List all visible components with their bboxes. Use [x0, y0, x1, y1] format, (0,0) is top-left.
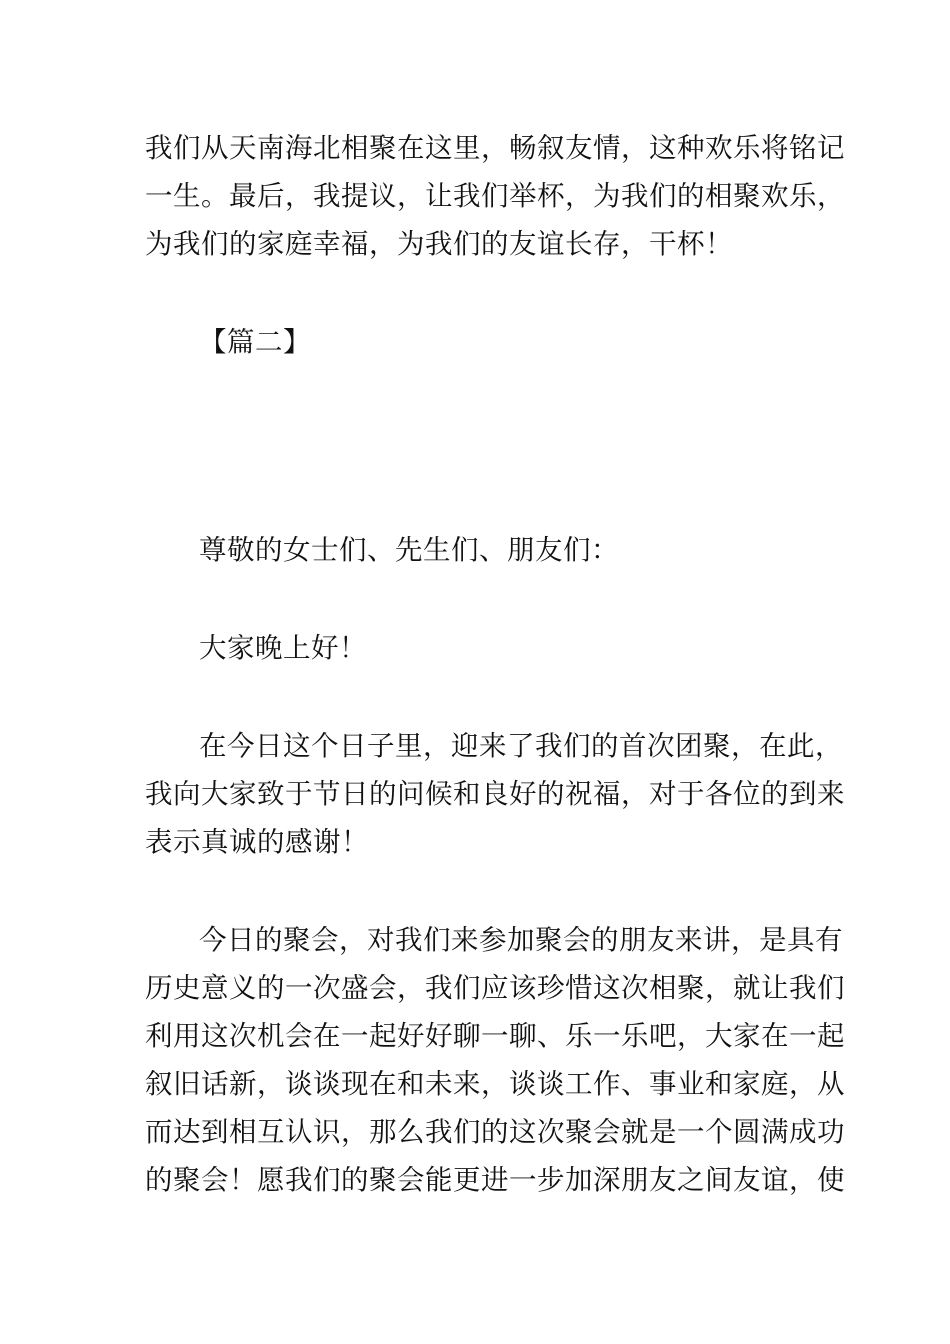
text-line: 我们从天南海北相聚在这里，畅叙友情，这种欢乐将铭记: [145, 132, 845, 164]
text-line: 今日的聚会，对我们来参加聚会的朋友来讲，是具有: [199, 924, 843, 956]
document-page: [145, 124, 845, 1204]
text-line: 而达到相互认识，那么我们的这次聚会就是一个圆满成功: [145, 1116, 845, 1148]
text-line: 历史意义的一次盛会，我们应该珍惜这次相聚，就让我们: [145, 972, 845, 1004]
paragraph-welcome: [145, 722, 845, 866]
text-line: 我向大家致于节日的问候和良好的祝福，对于各位的到来: [145, 778, 845, 810]
text-line: 叙旧话新，谈谈现在和未来，谈谈工作、事业和家庭，从: [145, 1068, 845, 1100]
salutation: 尊敬的女士们、先生们、朋友们：: [199, 534, 619, 566]
text-line: 为我们的家庭幸福，为我们的友谊长存，干杯！: [145, 228, 733, 260]
paragraph-closing-toast: [145, 124, 845, 268]
text-line: 在今日这个日子里，迎来了我们的首次团聚，在此，: [199, 730, 843, 762]
text-line: 的聚会！愿我们的聚会能更进一步加深朋友之间友谊，使: [145, 1164, 845, 1196]
text-line: 利用这次机会在一起好好聊一聊、乐一乐吧，大家在一起: [145, 1020, 845, 1052]
section-heading: 【篇二】: [199, 326, 311, 358]
text-line: 一生。最后，我提议，让我们举杯，为我们的相聚欢乐，: [145, 180, 845, 212]
greeting: 大家晚上好！: [199, 632, 367, 664]
paragraph-gathering: [145, 916, 845, 1204]
text-line: 表示真诚的感谢！: [145, 826, 369, 858]
